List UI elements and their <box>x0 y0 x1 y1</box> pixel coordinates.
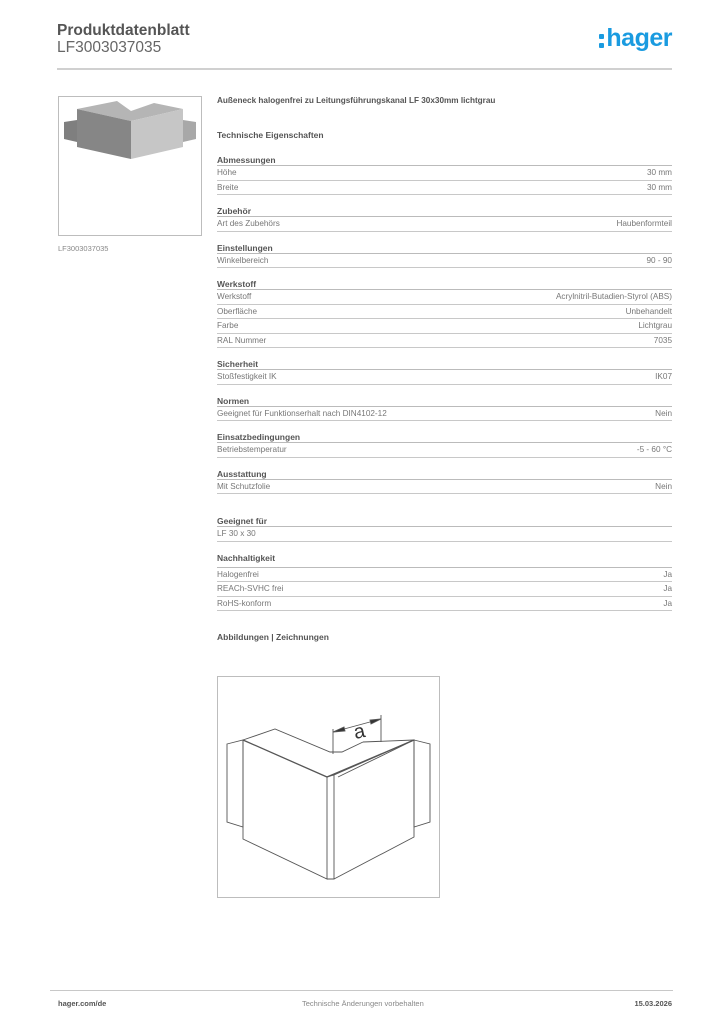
property-label: REACh-SVHC frei <box>217 584 284 593</box>
property-label: Höhe <box>217 168 237 177</box>
property-label: Breite <box>217 182 239 192</box>
section-nachhaltigkeit <box>217 552 672 612</box>
section-title: Abmessungen <box>217 154 672 166</box>
thumbnail-caption: LF3003037035 <box>58 244 109 253</box>
property-value: Nein <box>655 408 672 418</box>
property-row <box>217 181 672 196</box>
property-row <box>217 597 672 612</box>
product-thumbnail <box>58 96 202 236</box>
property-row <box>217 319 672 334</box>
property-label: Betriebstemperatur <box>217 445 287 454</box>
hager-logo <box>599 24 672 53</box>
property-label: RAL Nummer <box>217 335 267 345</box>
dimension-label: a <box>351 720 368 744</box>
property-value: Ja <box>663 569 672 579</box>
property-label: Farbe <box>217 321 239 330</box>
logo-colon-icon <box>599 34 604 48</box>
property-value: Ja <box>663 584 672 593</box>
property-row <box>217 334 672 349</box>
property-value: 90 - 90 <box>646 255 672 265</box>
page-header <box>57 20 672 70</box>
footer-notice: Technische Änderungen vorbehalten <box>302 999 424 1008</box>
technical-properties-title: Technische Eigenschaften <box>217 130 324 140</box>
product-details <box>217 96 672 644</box>
footer-divider <box>50 990 673 991</box>
section-title: Geeignet für <box>217 515 672 527</box>
product-photo-icon <box>59 97 201 235</box>
section-title: Nachhaltigkeit <box>217 552 672 568</box>
property-row <box>217 305 672 320</box>
technical-drawing <box>217 676 440 898</box>
property-value: IK07 <box>655 372 672 381</box>
property-label: Winkelbereich <box>217 255 269 265</box>
property-label: Geeignet für Funktionserhalt nach DIN4102-12 <box>217 408 387 418</box>
property-label: LF 30 x 30 <box>217 529 256 538</box>
property-value: Nein <box>655 481 672 491</box>
property-row <box>217 290 672 305</box>
section-title: Einstellungen <box>217 242 672 254</box>
figures-title: Abbildungen | Zeichnungen <box>217 632 329 642</box>
footer-website-link[interactable]: hager.com/de <box>58 999 107 1008</box>
property-row <box>217 407 672 422</box>
section-sicherheit <box>217 358 672 385</box>
footer-date: 15.03.2026 <box>634 999 672 1008</box>
property-value: Acrylnitril-Butadien-Styrol (ABS) <box>555 292 672 301</box>
section-title: Normen <box>217 395 672 407</box>
property-value: 30 mm <box>646 182 672 192</box>
section-einsatzbedingungen <box>217 431 672 458</box>
outer-corner-drawing-icon <box>218 677 439 897</box>
property-label: Werkstoff <box>217 292 252 301</box>
property-label: Art des Zubehörs <box>217 219 280 228</box>
property-row <box>217 568 672 583</box>
property-label: RoHS-konform <box>217 598 272 608</box>
property-label: Mit Schutzfolie <box>217 481 271 491</box>
header-divider <box>57 68 672 70</box>
property-value: Unbehandelt <box>625 306 672 316</box>
property-row <box>217 582 672 597</box>
property-row <box>217 527 672 542</box>
section-werkstoff <box>217 278 672 348</box>
property-value: 7035 <box>653 335 672 345</box>
section-zubehoer <box>217 205 672 232</box>
property-row <box>217 480 672 495</box>
document-title: Produktdatenblatt <box>57 22 190 39</box>
logo-text: hager <box>606 24 672 52</box>
property-row <box>217 443 672 458</box>
product-description: Außeneck halogenfrei zu Leitungsführungskanal LF 30x30mm lichtgrau <box>217 96 496 105</box>
property-value: -5 - 60 °C <box>636 445 672 454</box>
property-label: Oberfläche <box>217 306 258 316</box>
property-value: Lichtgrau <box>638 321 672 330</box>
property-row <box>217 370 672 385</box>
section-title: Einsatzbedingungen <box>217 431 672 443</box>
section-normen <box>217 395 672 422</box>
section-title: Ausstattung <box>217 468 672 480</box>
property-value: 30 mm <box>646 168 672 177</box>
section-title: Sicherheit <box>217 358 672 370</box>
property-value: Haubenformteil <box>616 219 672 228</box>
property-row <box>217 166 672 181</box>
section-title: Zubehör <box>217 205 672 217</box>
property-row <box>217 217 672 232</box>
section-geeignet-fuer <box>217 515 672 542</box>
section-title: Werkstoff <box>217 278 672 290</box>
property-label: Stoßfestigkeit IK <box>217 372 277 381</box>
article-number: LF3003037035 <box>57 39 162 56</box>
property-label: Halogenfrei <box>217 569 259 579</box>
section-ausstattung <box>217 468 672 495</box>
property-row <box>217 254 672 269</box>
property-value: Ja <box>663 598 672 608</box>
section-abmessungen <box>217 154 672 195</box>
section-einstellungen <box>217 242 672 269</box>
